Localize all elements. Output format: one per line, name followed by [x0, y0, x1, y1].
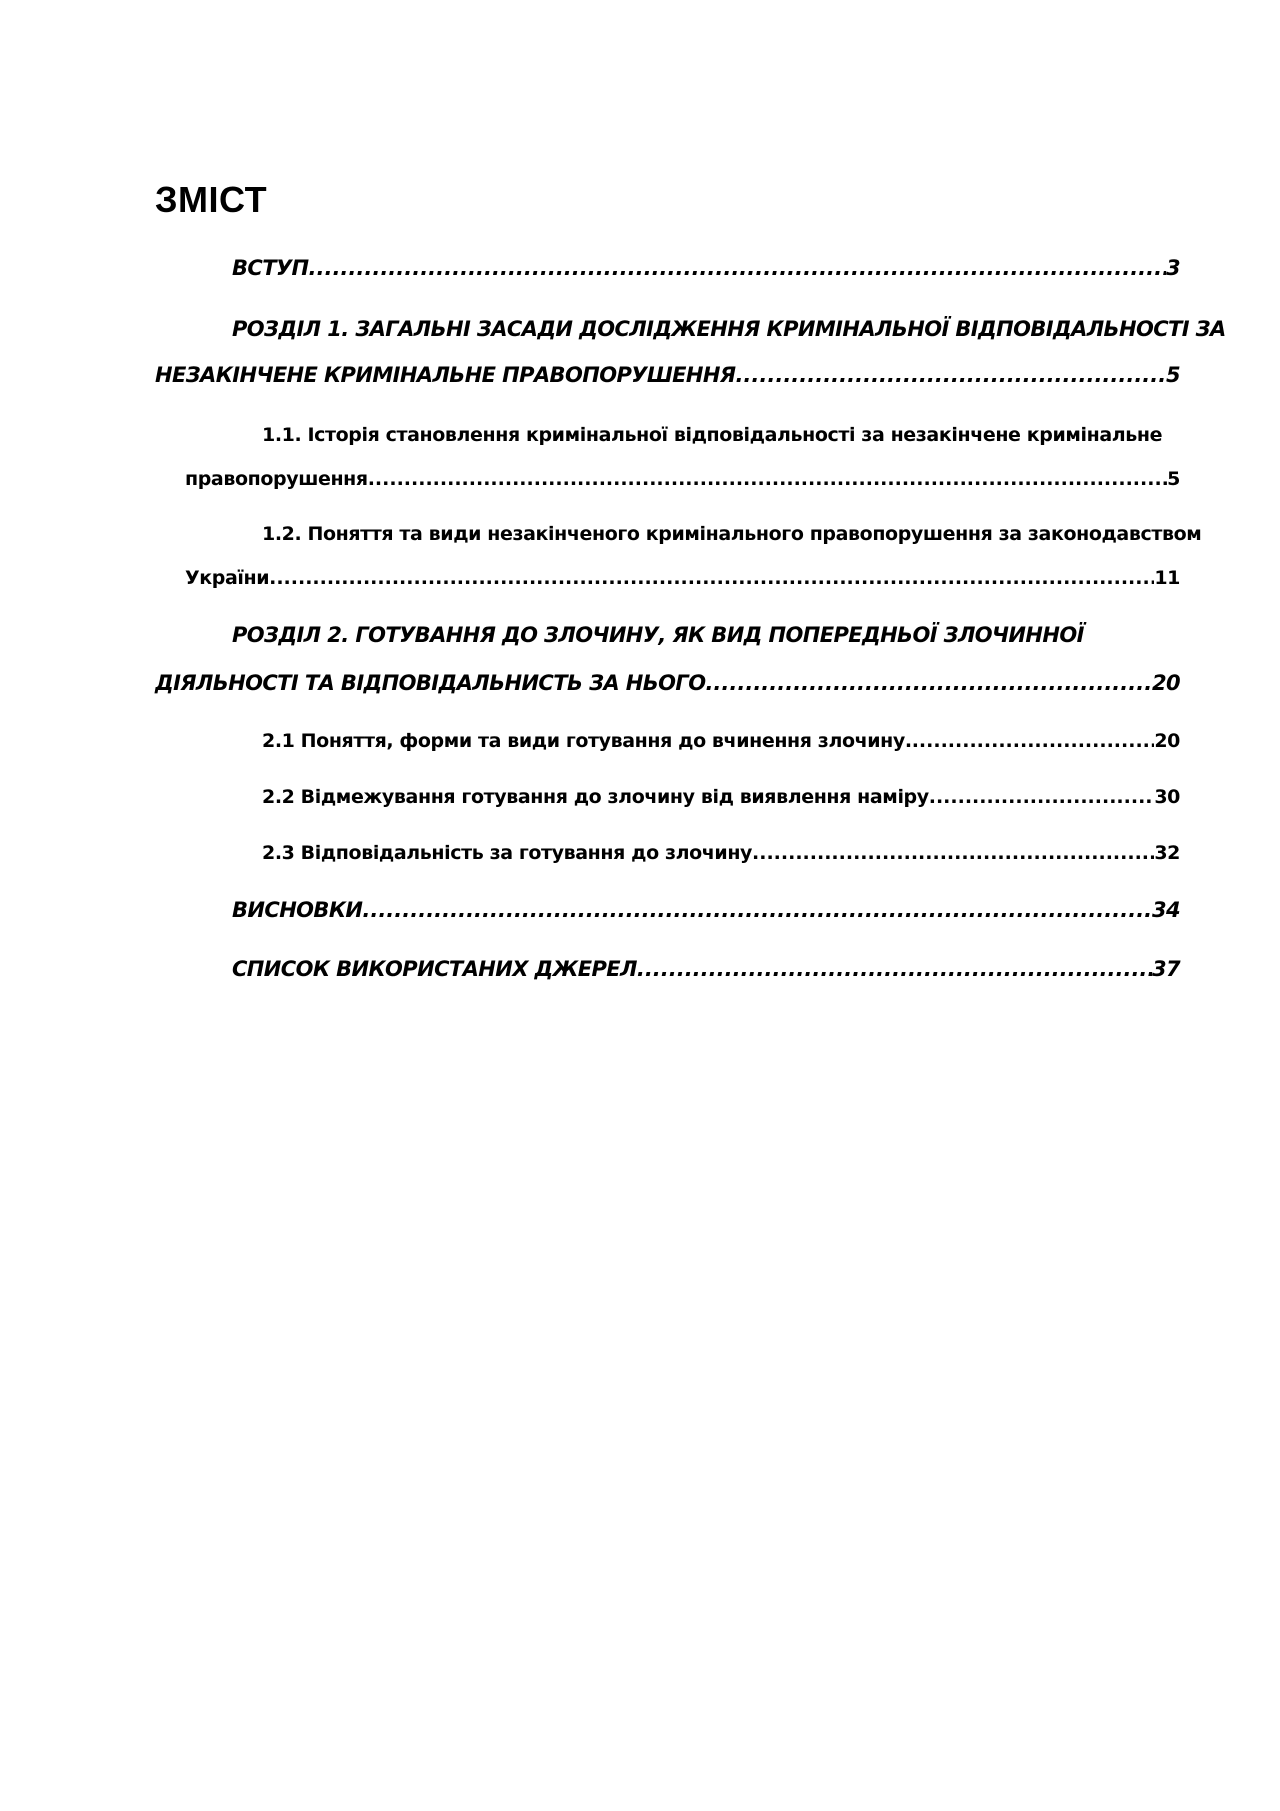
toc-entry-text: ВСТУП — [232, 256, 309, 280]
toc-line — [155, 363, 1180, 387]
toc-line — [185, 468, 1180, 490]
dot-leader — [362, 898, 1152, 922]
toc-entry-text: 2.2 Відмежування готування до злочину від виявлення наміру — [262, 786, 929, 808]
toc-line — [232, 256, 1180, 280]
dot-leader — [929, 786, 1155, 808]
toc-page-number: 32 — [1154, 842, 1180, 864]
toc-page-number: 3 — [1165, 256, 1180, 280]
toc-entry-text-cont: правопорушення — [185, 468, 368, 490]
toc-page-number: 20 — [1154, 730, 1180, 752]
toc-entry-text: 2.3 Відповідальність за готування до злочину — [262, 842, 753, 864]
toc-entry-section-2-3[interactable] — [262, 842, 1180, 864]
toc-line — [155, 671, 1180, 695]
toc-entry-text: СПИСОК ВИКОРИСТАНИХ ДЖЕРЕЛ — [232, 957, 637, 981]
toc-entry-text: РОЗДІЛ 1. ЗАГАЛЬНІ ЗАСАДИ ДОСЛІДЖЕННЯ КРИМІНАЛЬНОЇ ВІДПОВІДАЛЬНОСТІ ЗА — [232, 317, 1226, 341]
dot-leader — [912, 730, 1155, 752]
toc-entry-text: 1.2. Поняття та види незакінченого кримінального правопорушення за законодавством — [262, 523, 1202, 545]
toc-entry-text: РОЗДІЛ 2. ГОТУВАННЯ ДО ЗЛОЧИНУ, ЯК ВИД ПОПЕРЕДНЬОЇ ЗЛОЧИННОЇ — [232, 623, 1084, 647]
toc-entry-text: 2.1 Поняття, форми та види готування до вчинення злочину. — [262, 730, 912, 752]
page-title: ЗМІСТ — [155, 179, 268, 220]
toc-entry-text-cont: України — [185, 567, 270, 589]
toc-entry-references[interactable] — [232, 957, 1180, 981]
toc-line — [232, 957, 1180, 981]
dot-leader — [309, 256, 1166, 280]
toc-page-number: 37 — [1151, 957, 1180, 981]
dot-leader — [735, 363, 1166, 387]
toc-entry-text-cont: ДІЯЛЬНОСТІ ТА ВІДПОВІДАЛЬНИСТЬ ЗА НЬОГО — [155, 671, 706, 695]
dot-leader — [637, 957, 1152, 981]
toc-page-number: 34 — [1151, 898, 1180, 922]
dot-leader — [752, 842, 1154, 864]
toc-entry-text-cont: НЕЗАКІНЧЕНЕ КРИМІНАЛЬНЕ ПРАВОПОРУШЕННЯ — [155, 363, 736, 387]
toc-page-number: 20 — [1151, 671, 1180, 695]
toc-line — [262, 730, 1180, 752]
dot-leader — [368, 468, 1167, 490]
toc-line — [232, 898, 1180, 922]
toc-page-number: 30 — [1154, 786, 1180, 808]
dot-leader — [705, 671, 1152, 695]
toc-entry-text: 1.1. Історія становлення кримінальної відповідальності за незакінчене кримінальне — [262, 424, 1163, 446]
toc-entry-text: ВИСНОВКИ — [232, 898, 363, 922]
toc-page-number: 5 — [1167, 468, 1180, 490]
toc-line — [262, 786, 1180, 808]
toc-line — [262, 842, 1180, 864]
dot-leader — [269, 567, 1154, 589]
toc-entry-conclusions[interactable] — [232, 898, 1180, 922]
toc-entry-intro[interactable] — [232, 256, 1180, 280]
toc-entry-section-2-1[interactable] — [262, 730, 1180, 752]
toc-line — [185, 567, 1180, 589]
toc-page-number: 11 — [1154, 567, 1180, 589]
toc-entry-section-2-2[interactable] — [262, 786, 1180, 808]
toc-page-number: 5 — [1165, 363, 1180, 387]
